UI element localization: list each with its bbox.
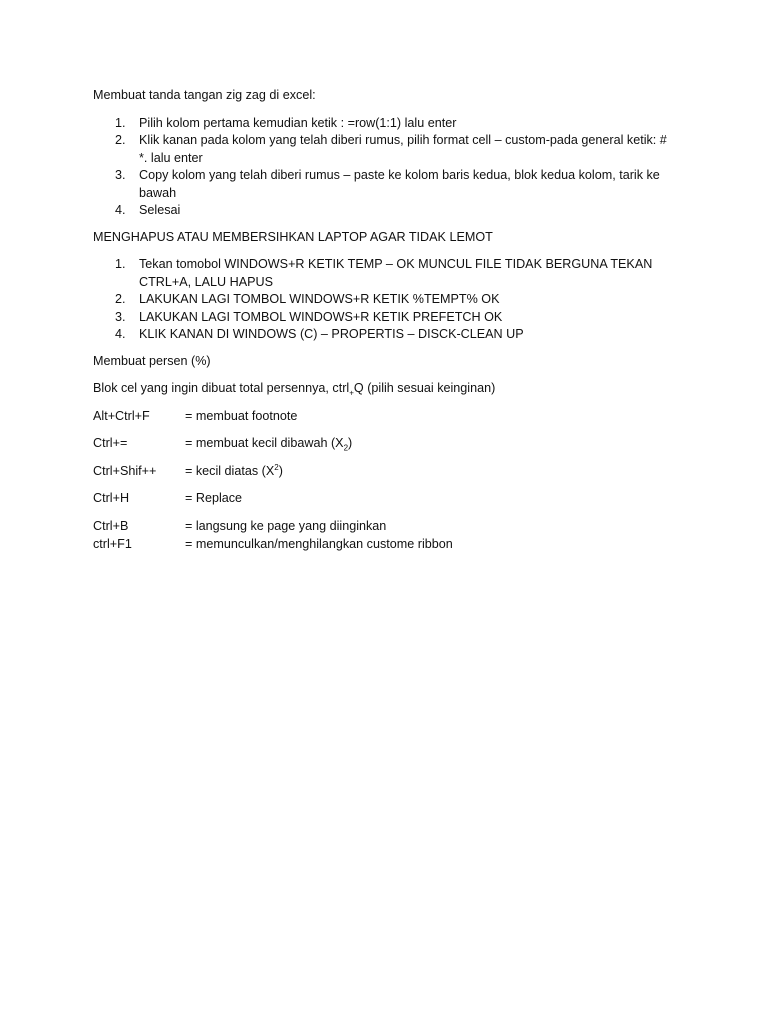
list-item-number: 4.	[115, 327, 126, 341]
percent-instruction-text: Blok cel yang ingin dibuat total persennya, ctrl	[93, 381, 350, 395]
section2-heading: MENGHAPUS ATAU MEMBERSIHKAN LAPTOP AGAR TIDAK LEMOT	[93, 229, 493, 244]
list-item-text: KLIK KANAN DI WINDOWS (C) – PROPERTIS – DISCK-CLEAN UP	[139, 327, 524, 341]
percent-instruction	[93, 380, 673, 398]
shortcut-desc	[185, 463, 673, 481]
shortcut-desc-text-end: )	[278, 463, 283, 478]
shortcut-key: Ctrl+H	[93, 491, 130, 505]
list-item-text: LAKUKAN LAGI TOMBOL WINDOWS+R KETIK %TEMPT% OK	[139, 292, 500, 306]
list-item-number: 2.	[115, 133, 126, 147]
shortcut-key: Ctrl+B	[93, 518, 129, 533]
shortcut-row	[93, 490, 673, 508]
list-item-text: Pilih kolom pertama kemudian ketik : =row(1:1) lalu enter	[139, 115, 457, 130]
shortcut-desc: = membuat footnote	[185, 408, 298, 423]
list-item	[93, 202, 673, 220]
list-item-text: Copy kolom yang telah diberi rumus – paste ke kolom baris kedua, blok kedua kolom, tarik ke bawah	[139, 168, 660, 200]
list-item	[93, 132, 673, 167]
percent-instruction-text-end: Q (pilih sesuai keinginan)	[353, 381, 496, 395]
shortcut-row	[93, 435, 673, 453]
list-item	[93, 115, 673, 133]
list-item-text: Selesai	[139, 203, 181, 217]
shortcut-row	[93, 536, 673, 554]
list-item	[93, 309, 673, 327]
shortcut-key: Alt+Ctrl+F	[93, 408, 150, 423]
shortcut-key: Ctrl+=	[93, 436, 128, 450]
document-page	[93, 87, 673, 564]
list-item-number: 3.	[115, 309, 126, 324]
section1-list	[93, 115, 673, 220]
percent-instruction-subscript: +	[349, 388, 354, 398]
list-item-number: 4.	[115, 203, 126, 217]
section2-list	[93, 256, 673, 344]
shortcut-key: Ctrl+Shif++	[93, 463, 157, 478]
section1-heading: Membuat tanda tangan zig zag di excel:	[93, 88, 316, 102]
shortcut-desc-text-end: )	[348, 436, 353, 450]
list-item-text: Tekan tomobol WINDOWS+R KETIK TEMP – OK MUNCUL FILE TIDAK BERGUNA TEKAN CTRL+A, LALU HAPUS	[139, 257, 653, 289]
shortcut-desc-text: = kecil diatas (X	[185, 463, 275, 478]
shortcut-row	[93, 463, 673, 481]
section3-heading: Membuat persen (%)	[93, 353, 211, 368]
shortcut-desc	[185, 435, 673, 453]
superscript-2: 2	[274, 462, 279, 472]
list-item	[93, 167, 673, 202]
list-item-text: Klik kanan pada kolom yang telah diberi rumus, pilih format cell – custom-pada general ketik: # *. lalu enter	[139, 133, 667, 165]
list-item	[93, 291, 673, 309]
shortcut-row	[93, 408, 673, 426]
list-item	[93, 256, 673, 291]
shortcut-row	[93, 518, 673, 536]
list-item-number: 1.	[115, 115, 126, 130]
shortcut-desc: = memunculkan/menghilangkan custome ribbon	[185, 537, 453, 551]
shortcut-desc: = langsung ke page yang diinginkan	[185, 518, 387, 533]
list-item	[93, 326, 673, 344]
subscript-2: 2	[343, 443, 349, 453]
list-item-text: LAKUKAN LAGI TOMBOL WINDOWS+R KETIK PREFETCH OK	[139, 309, 503, 324]
list-item-number: 3.	[115, 168, 126, 182]
shortcut-desc-text: = membuat kecil dibawah (X	[185, 436, 344, 450]
list-item-number: 1.	[115, 257, 126, 271]
list-item-number: 2.	[115, 292, 126, 306]
shortcut-key: ctrl+F1	[93, 537, 132, 551]
shortcut-desc: = Replace	[185, 491, 243, 505]
